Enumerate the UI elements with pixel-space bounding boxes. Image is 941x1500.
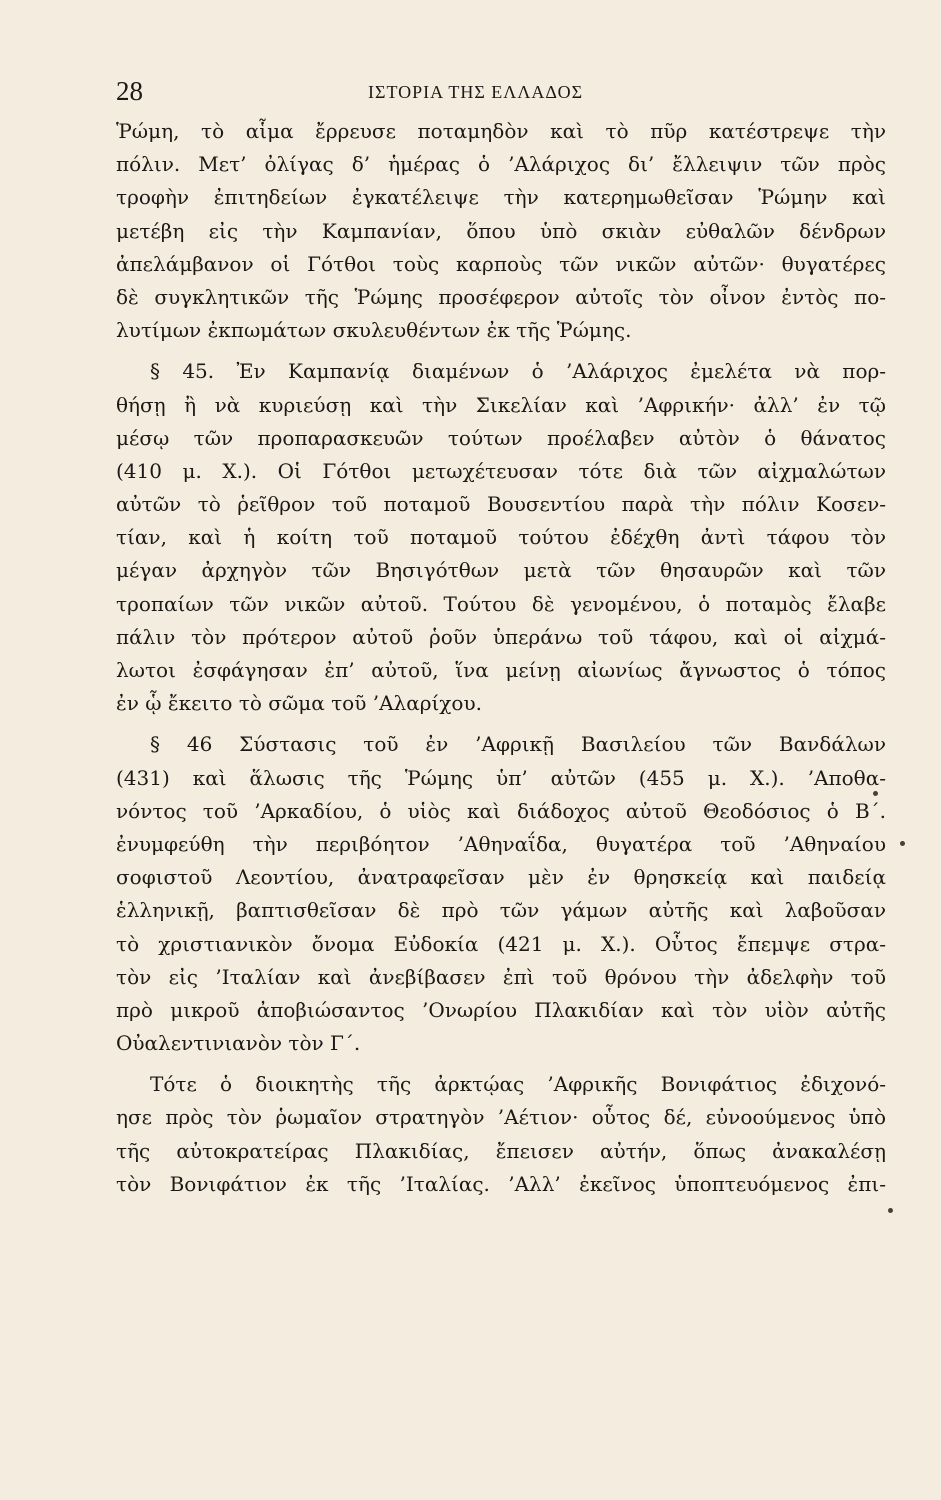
text-line: αὐτῶν τὸ ῥεῖθρον τοῦ ποταμοῦ Βουσεντίου παρὰ τὴν πόλιν Κοσεν-	[116, 492, 886, 517]
text-line: νόντος τοῦ ’Αρκαδίου, ὁ υἱὸς καὶ διάδοχος αὐτοῦ Θεοδόσιος ὁ Β΄.	[116, 798, 886, 823]
running-title: ΙΣΤΟΡΙΑ ΤΗΣ ΕΛΛΑΔΟΣ	[368, 82, 584, 102]
text-line: ἑλληνικῇ, βαπτισθεῖσαν δὲ πρὸ τῶν γάμων αὐτῆς καὶ λαβοῦσαν	[116, 898, 886, 923]
paragraph-4	[116, 1068, 886, 1201]
text-line: ἐν ᾧ ἔκειτο τὸ σῶμα τοῦ ’Αλαρίχου.	[116, 691, 482, 716]
text-line: (410 μ. Χ.). Οἱ Γότθοι μετωχέτευσαν τότε διὰ τῶν αἰχμαλώτων	[116, 458, 886, 483]
margin-speck	[873, 791, 878, 796]
text-line: τὸ χριστιανικὸν ὄνομα Εὐδοκία (421 μ. Χ.). Οὗτος ἔπεμψε στρα-	[116, 931, 886, 956]
text-line: σοφιστοῦ Λεοντίου, ἀνατραφεῖσαν μὲν ἐν θρησκείᾳ καὶ παιδείᾳ	[116, 865, 886, 890]
text-line: Ῥώμη, τὸ αἷμα ἔρρευσε ποταμηδὸν καὶ τὸ πῦρ κατέστρεψε τὴν	[116, 119, 886, 143]
text-line: μέγαν ἀρχηγὸν τῶν Βησιγότθων μετὰ τῶν θησαυρῶν καὶ τῶν	[116, 558, 886, 583]
text-line: τροφὴν ἐπιτηδείων ἐγκατέλειψε τὴν κατερημωθεῖσαν Ῥώμην καὶ	[116, 185, 886, 210]
paragraph-section-45	[116, 355, 886, 720]
text-line: τὸν Βονιφάτιον ἐκ τῆς ’Ιταλίας. ’Αλλ’ ἐκεῖνος ὑποπτευόμενος ἐπι-	[116, 1171, 886, 1196]
text-line: τὸν εἰς ’Ιταλίαν καὶ ἀνεβίβασεν ἐπὶ τοῦ θρόνου τὴν ἀδελφὴν τοῦ	[116, 964, 886, 989]
text-line: πάλιν τὸν πρότερον αὐτοῦ ῥοῦν ὑπεράνω τοῦ τάφου, καὶ οἱ αἰχμά-	[116, 624, 886, 649]
page-number: 28	[116, 76, 143, 106]
text-line: μέσῳ τῶν προπαρασκευῶν τούτων προέλαβεν αὐτὸν ὁ θάνατος	[116, 425, 886, 450]
text-line: λωτοι ἐσφάγησαν ἐπ’ αὐτοῦ, ἵνα μείνῃ αἰωνίως ἄγνωστος ὁ τόπος	[116, 658, 886, 682]
text-line: Τότε ὁ διοικητὴς τῆς ἀρκτῴας ’Αφρικῆς Βονιφάτιος ἐδιχονό-	[150, 1072, 886, 1097]
margin-speck	[900, 841, 905, 846]
text-line: (431) καὶ ἅλωσις τῆς Ῥώμης ὑπ’ αὐτῶν (455 μ. Χ.). ’Αποθα-	[116, 765, 886, 790]
text-line: δὲ συγκλητικῶν τῆς Ῥώμης προσέφερον αὐτοῖς τὸν οἶνον ἐντὸς πο-	[116, 284, 886, 309]
text-line: ἐνυμφεύθη τὴν περιβόητον ’Αθηναΐδα, θυγατέρα τοῦ ’Αθηναίου	[116, 831, 886, 856]
text-line: τίαν, καὶ ἡ κοίτη τοῦ ποταμοῦ τούτου ἐδέχθη ἀντὶ τάφου τὸν	[116, 525, 886, 550]
text-line: πρὸ μικροῦ ἀποβιώσαντος ’Ονωρίου Πλακιδίαν καὶ τὸν υἱὸν αὐτῆς	[116, 997, 886, 1022]
text-line: τροπαίων τῶν νικῶν αὐτοῦ. Τούτου δὲ γενομένου, ὁ ποταμὸς ἔλαβε	[116, 591, 886, 616]
paragraph-section-46	[116, 728, 886, 1060]
page-header	[116, 76, 886, 116]
margin-speck	[888, 1208, 893, 1213]
text-line: θήσῃ ἢ νὰ κυριεύσῃ καὶ τὴν Σικελίαν καὶ ’Αφρικήν· ἀλλ’ ἐν τῷ	[116, 392, 886, 417]
paragraph-1	[116, 115, 886, 347]
text-line: μετέβη εἰς τὴν Καμπανίαν, ὅπου ὑπὸ σκιὰν εὐθαλῶν δένδρων	[116, 218, 886, 243]
text-line: Οὐαλεντινιανὸν τὸν Γ΄.	[116, 1031, 361, 1056]
text-line: § 46 Σύστασις τοῦ ἐν ’Αφρικῇ Βασιλείου τῶν Βανδάλων	[150, 732, 886, 757]
page-body	[116, 115, 886, 1201]
text-line: ἀπελάμβανον οἱ Γότθοι τοὺς καρποὺς τῶν νικῶν αὐτῶν· θυγατέρες	[116, 251, 886, 276]
text-line: λυτίμων ἐκπωμάτων σκυλευθέντων ἐκ τῆς Ῥώμης.	[116, 318, 632, 343]
text-line: πόλιν. Μετ’ ὀλίγας δ’ ἡμέρας ὁ ’Αλάριχος δι’ ἔλλειψιν τῶν πρὸς	[116, 152, 886, 177]
text-line: ησε πρὸς τὸν ῥωμαῖον στρατηγὸν ’Αέτιον· οὗτος δέ, εὐνοούμενος ὑπὸ	[116, 1105, 886, 1130]
text-line: § 45. Ἐν Καμπανίᾳ διαμένων ὁ ’Αλάριχος ἐμελέτα νὰ πορ-	[150, 359, 886, 384]
text-line: τῆς αὐτοκρατείρας Πλακιδίας, ἔπεισεν αὐτήν, ὅπως ἀνακαλέσῃ	[116, 1138, 886, 1163]
